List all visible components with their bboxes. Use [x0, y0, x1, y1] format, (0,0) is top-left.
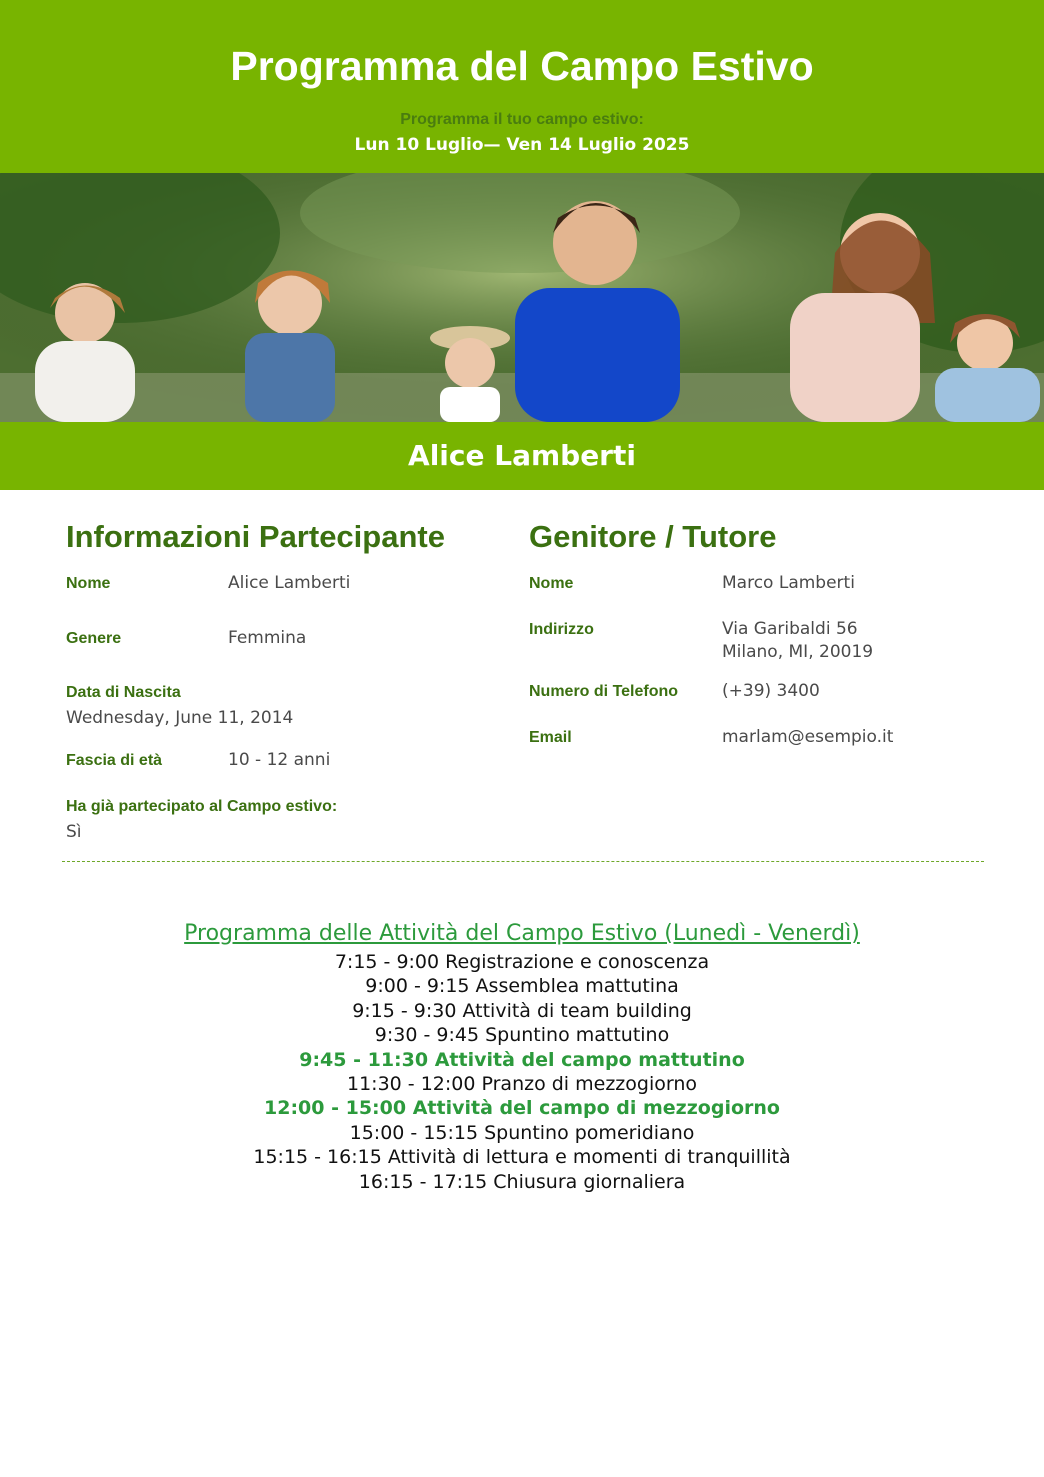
guardian-phone-value: (+39) 3400: [722, 681, 820, 701]
schedule-row: 12:00 - 15:00 Attività del campo di mezzogiorno: [264, 1097, 780, 1120]
participant-name-value: Alice Lamberti: [228, 573, 351, 593]
page-subtitle: Programma il tuo campo estivo:: [400, 111, 644, 128]
guardian-name-value: Marco Lamberti: [722, 573, 855, 593]
activity-schedule: [0, 918, 1044, 1194]
participant-previous-value: Sì: [66, 822, 82, 842]
schedule-row: 7:15 - 9:00 Registrazione e conoscenza: [334, 951, 710, 973]
schedule-row: 9:30 - 9:45 Spuntino mattutino: [374, 1024, 670, 1047]
participant-age-value: 10 - 12 anni: [228, 750, 331, 770]
schedule-row: 9:15 - 9:30 Attività di team building: [352, 999, 692, 1022]
schedule-row: 11:30 - 12:00 Pranzo di mezzogiorno: [347, 1073, 697, 1096]
schedule-row: 16:15 - 17:15 Chiusura giornaliera: [358, 1170, 686, 1193]
participant-gender-label: Genere: [66, 630, 122, 647]
participant-name-heading: Alice Lamberti: [408, 439, 636, 472]
camp-dates: Lun 10 Luglio— Ven 14 Luglio 2025: [354, 135, 690, 155]
guardian-email-label: Email: [529, 729, 572, 746]
guardian-section-title: Genitore / Tutore: [529, 519, 777, 554]
guardian-address-label: Indirizzo: [529, 621, 594, 638]
schedule-row: 15:15 - 16:15 Attività di lettura e momenti di tranquillità: [253, 1146, 791, 1169]
guardian-name-label: Nome: [529, 575, 574, 592]
page-header: [0, 0, 1044, 173]
participant-dob-value: Wednesday, June 11, 2014: [66, 708, 294, 728]
page-title: Programma del Campo Estivo: [230, 43, 814, 89]
banner-photo: [0, 173, 1044, 422]
guardian-phone-label: Numero di Telefono: [529, 683, 679, 700]
schedule-title: Programma delle Attività del Campo Estivo (Lunedì - Venerdì): [184, 921, 860, 946]
participant-dob-label: Data di Nascita: [66, 684, 181, 701]
guardian-address-line2: Milano, MI, 20019: [722, 642, 874, 662]
participant-name-label: Nome: [66, 575, 111, 592]
section-divider: [62, 861, 984, 862]
participant-gender-value: Femmina: [228, 628, 307, 648]
guardian-address-line1: Via Garibaldi 56: [722, 619, 858, 639]
participant-age-label: Fascia di età: [66, 752, 163, 769]
banner-illustration: [0, 173, 1044, 422]
schedule-row: 9:45 - 11:30 Attività del campo mattutino: [299, 1048, 745, 1071]
participant-section-title: Informazioni Partecipante: [66, 519, 445, 554]
schedule-row: 15:00 - 15:15 Spuntino pomeridiano: [349, 1121, 695, 1144]
participant-previous-label: Ha già partecipato al Campo estivo:: [66, 798, 338, 815]
schedule-row: 9:00 - 9:15 Assemblea mattutina: [365, 975, 679, 998]
participant-name-bar: [0, 422, 1044, 490]
guardian-email-value: marlam@esempio.it: [722, 727, 894, 747]
